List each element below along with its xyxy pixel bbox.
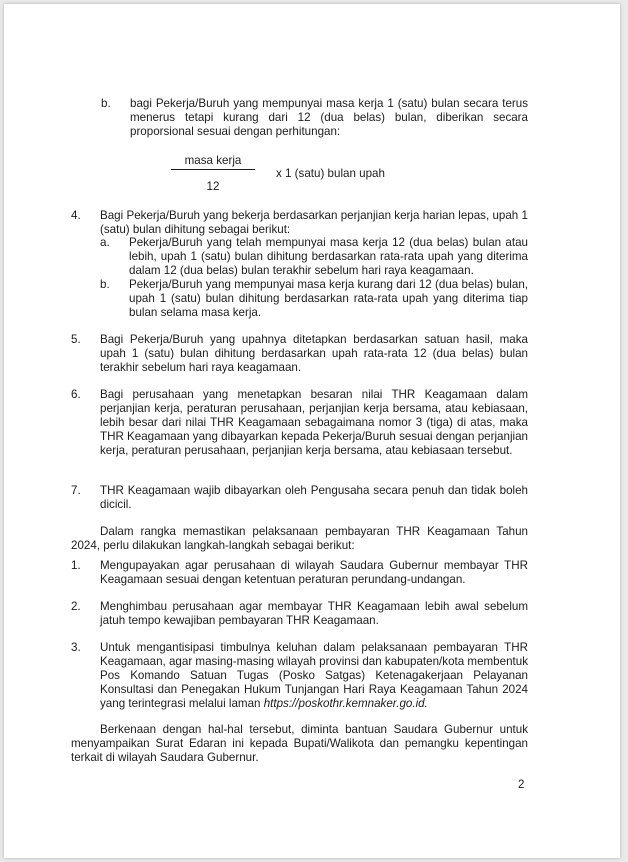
formula-multiplier: x 1 (satu) bulan upah: [276, 167, 385, 180]
item-b-marker: b.: [101, 97, 111, 110]
step-3-text: [100, 641, 528, 711]
step-3-marker: 3.: [71, 641, 81, 654]
step-1-marker: 1.: [71, 559, 81, 572]
item-6-marker: 6.: [71, 388, 81, 401]
item-4b-marker: b.: [100, 278, 110, 291]
formula-numerator: masa kerja: [184, 154, 242, 167]
page-number: 2: [518, 778, 525, 791]
item-4b-text: Pekerja/Buruh yang mempunyai masa kerja kurang dari 12 (dua belas) bulan, upah 1 (satu) bulan dihitung berdasarkan rata-rata upah yang diterima tiap bulan selama masa kerja.: [129, 278, 528, 319]
step-2-text: Menghimbau perusahaan agar membayar THR Keagamaan lebih awal sebelum jatuh tempo kewajiban pembayaran THR Keagamaan.: [100, 600, 528, 627]
step-3-body: Untuk mengantisipasi timbulnya keluhan dalam pelaksanaan pembayaran THR Keagamaan, agar masing-masing wilayah provinsi dan kabupaten/kota membentuk Pos Komando Satuan Tugas (Posko Satgas) Ketenagakerjaan Pelayanan Konsultasi dan Penegakan Hukum Tunjangan Hari Raya Keagamaan Tahun 2024 yang terintegrasi melalui laman: [100, 641, 528, 710]
item-4-text: Bagi Pekerja/Buruh yang bekerja berdasarkan perjanjian kerja harian lepas, upah 1 (satu) bulan dihitung sebagai berikut:: [100, 209, 528, 236]
closing-paragraph: Berkenaan dengan hal-hal tersebut, diminta bantuan Saudara Gubernur untuk menyampaikan Surat Edaran ini kepada Bupati/Walikota dan pemangku kepentingan terkait di wilayah Saudara Gubernur.: [71, 723, 528, 764]
item-5-text: Bagi Pekerja/Buruh yang upahnya ditetapkan berdasarkan satuan hasil, maka upah 1 (satu) bulan dihitung berdasarkan upah rata-rata 12 (dua belas) bulan terakhir sebelum hari raya keagamaan.: [100, 333, 528, 374]
step-2-marker: 2.: [71, 600, 81, 613]
item-4a-marker: a.: [100, 236, 110, 249]
formula-denominator: 12: [206, 180, 220, 193]
posko-link[interactable]: https://poskothr.kemnaker.go.id.: [263, 697, 428, 710]
item-6-text: Bagi perusahaan yang menetapkan besaran nilai THR Keagamaan dalam perjanjian kerja, peraturan perusahaan, perjanjian kerja bersama, atau kebiasaan, lebih besar dari nilai THR Keagamaan sebagaimana nomor 3 (tiga) di atas, maka THR Keagamaan yang dibayarkan kepada Pekerja/Buruh sesuai dengan perjanjian kerja, peraturan perusahaan, perjanjian kerja bersama, atau kebiasaan tersebut.: [100, 388, 528, 457]
item-7-marker: 7.: [71, 484, 81, 497]
fraction-line: [171, 169, 255, 170]
item-4-marker: 4.: [71, 209, 81, 222]
item-4a-text: Pekerja/Buruh yang telah mempunyai masa kerja 12 (dua belas) bulan atau lebih, upah 1 (satu) bulan dihitung berdasarkan rata-rata upah yang diterima dalam 12 (dua belas) bulan terakhir sebelum hari raya keagamaan.: [129, 236, 528, 277]
step-1-text: Mengupayakan agar perusahaan di wilayah Saudara Gubernur membayar THR Keagamaan sesuai dengan ketentuan peraturan perundang-undangan.: [100, 559, 528, 586]
intro-paragraph: Dalam rangka memastikan pelaksanaan pembayaran THR Keagamaan Tahun 2024, perlu dilakukan langkah-langkah sebagai berikut:: [71, 525, 528, 552]
item-5-marker: 5.: [71, 333, 81, 346]
item-b-text: bagi Pekerja/Buruh yang mempunyai masa kerja 1 (satu) bulan secara terus menerus tetapi kurang dari 12 (dua belas) bulan, diberikan secara proporsional sesuai dengan perhitungan:: [130, 97, 528, 138]
item-7-text: THR Keagamaan wajib dibayarkan oleh Pengusaha secara penuh dan tidak boleh dicicil.: [100, 484, 528, 511]
